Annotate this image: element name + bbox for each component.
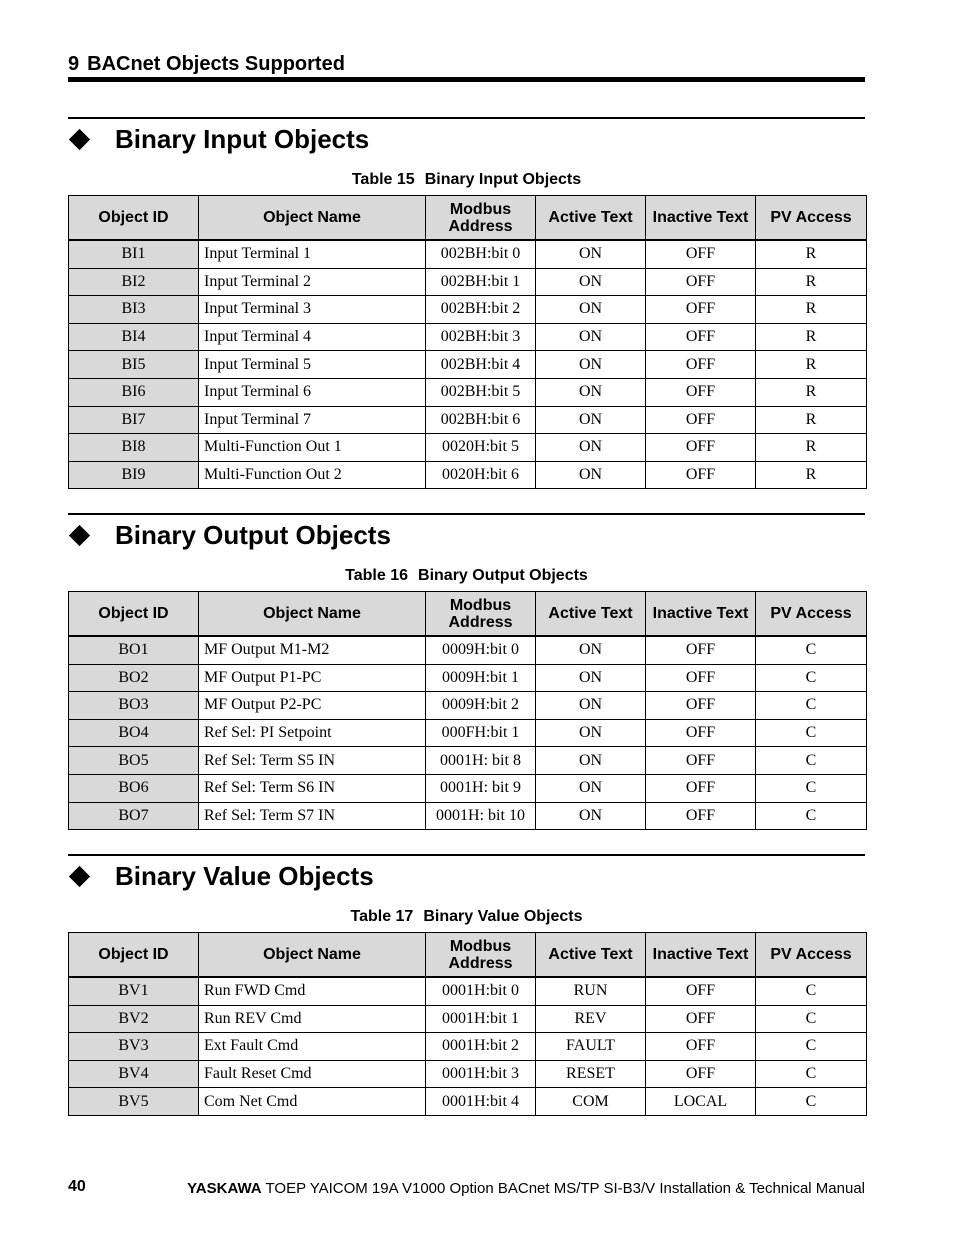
table-row (69, 1033, 867, 1061)
cell-object-name: MF Output P1-PC (199, 664, 426, 692)
cell-active-text: RESET (536, 1060, 646, 1088)
cell-modbus-address: 002BH:bit 1 (426, 268, 536, 296)
cell-object-name: MF Output P2-PC (199, 692, 426, 720)
cell-inactive-text: OFF (646, 323, 756, 351)
cell-pv-access: C (756, 774, 867, 802)
cell-pv-access: C (756, 719, 867, 747)
cell-pv-access: C (756, 1088, 867, 1116)
chapter-heading (68, 52, 865, 76)
cell-active-text: ON (536, 240, 646, 268)
column-header-object-name: Object Name (199, 933, 426, 978)
cell-object-name: Ref Sel: Term S5 IN (199, 747, 426, 775)
table-row (69, 1005, 867, 1033)
cell-pv-access: R (756, 323, 867, 351)
cell-pv-access: R (756, 434, 867, 462)
footer-manual-title (187, 1179, 865, 1199)
cell-modbus-address: 002BH:bit 2 (426, 296, 536, 324)
cell-object-id: BV2 (69, 1005, 199, 1033)
cell-object-id: BV4 (69, 1060, 199, 1088)
cell-inactive-text: OFF (646, 240, 756, 268)
cell-inactive-text: OFF (646, 664, 756, 692)
cell-modbus-address: 000FH:bit 1 (426, 719, 536, 747)
table-row (69, 747, 867, 775)
table-row (69, 774, 867, 802)
diamond-bullet-icon (69, 865, 90, 886)
cell-active-text: ON (536, 664, 646, 692)
column-header-pv-access: PV Access (756, 196, 867, 241)
cell-active-text: ON (536, 461, 646, 489)
table-row (69, 406, 867, 434)
cell-object-name: Fault Reset Cmd (199, 1060, 426, 1088)
cell-object-name: MF Output M1-M2 (199, 636, 426, 664)
table-caption (68, 170, 865, 190)
cell-modbus-address: 0001H: bit 8 (426, 747, 536, 775)
table-caption (68, 907, 865, 927)
cell-modbus-address: 002BH:bit 6 (426, 406, 536, 434)
cell-object-name: Input Terminal 5 (199, 351, 426, 379)
column-header-active-text: Active Text (536, 196, 646, 241)
cell-active-text: ON (536, 434, 646, 462)
cell-modbus-address: 002BH:bit 4 (426, 351, 536, 379)
column-header-inactive-text: Inactive Text (646, 592, 756, 637)
cell-inactive-text: OFF (646, 268, 756, 296)
cell-active-text: ON (536, 747, 646, 775)
cell-pv-access: C (756, 664, 867, 692)
column-header-active-text: Active Text (536, 592, 646, 637)
cell-object-id: BI2 (69, 268, 199, 296)
cell-modbus-address: 0001H:bit 1 (426, 1005, 536, 1033)
cell-active-text: ON (536, 296, 646, 324)
cell-object-name: Input Terminal 3 (199, 296, 426, 324)
cell-inactive-text: OFF (646, 406, 756, 434)
cell-inactive-text: OFF (646, 434, 756, 462)
cell-modbus-address: 002BH:bit 3 (426, 323, 536, 351)
page-number: 40 (68, 1178, 86, 1195)
cell-object-name: Multi-Function Out 2 (199, 461, 426, 489)
table-number: Table 15 (351, 171, 415, 188)
cell-object-name: Ref Sel: PI Setpoint (199, 719, 426, 747)
table-number: Table 16 (345, 567, 409, 584)
cell-pv-access: C (756, 802, 867, 830)
cell-object-name: Run FWD Cmd (199, 977, 426, 1005)
cell-pv-access: R (756, 378, 867, 406)
cell-inactive-text: OFF (646, 1005, 756, 1033)
column-header-active-text: Active Text (536, 933, 646, 978)
column-header-modbus-address: Modbus Address (426, 592, 536, 637)
column-header-pv-access: PV Access (756, 933, 867, 978)
cell-pv-access: R (756, 240, 867, 268)
column-header-object-id: Object ID (69, 933, 199, 978)
cell-pv-access: R (756, 406, 867, 434)
cell-modbus-address: 0001H:bit 0 (426, 977, 536, 1005)
cell-pv-access: C (756, 1060, 867, 1088)
cell-modbus-address: 002BH:bit 0 (426, 240, 536, 268)
cell-modbus-address: 0009H:bit 0 (426, 636, 536, 664)
cell-modbus-address: 0020H:bit 5 (426, 434, 536, 462)
table-row (69, 802, 867, 830)
cell-object-name: Ref Sel: Term S7 IN (199, 802, 426, 830)
cell-inactive-text: OFF (646, 719, 756, 747)
cell-inactive-text: OFF (646, 461, 756, 489)
column-header-inactive-text: Inactive Text (646, 933, 756, 978)
cell-object-id: BV3 (69, 1033, 199, 1061)
binary-input-table (68, 195, 867, 489)
cell-object-name: Multi-Function Out 1 (199, 434, 426, 462)
table-row (69, 378, 867, 406)
cell-inactive-text: OFF (646, 296, 756, 324)
cell-object-name: Com Net Cmd (199, 1088, 426, 1116)
section-title-text: Binary Value Objects (115, 861, 374, 891)
table-row (69, 719, 867, 747)
section-title-text: Binary Output Objects (115, 520, 391, 550)
cell-object-id: BO4 (69, 719, 199, 747)
footer-title-text: TOEP YAICOM 19A V1000 Option BACnet MS/TP SI-B3/V Installation & Technical Manual (265, 1180, 865, 1197)
cell-active-text: ON (536, 378, 646, 406)
cell-active-text: ON (536, 406, 646, 434)
cell-active-text: ON (536, 268, 646, 296)
cell-object-id: BI9 (69, 461, 199, 489)
cell-object-id: BI6 (69, 378, 199, 406)
cell-active-text: ON (536, 692, 646, 720)
cell-active-text: ON (536, 636, 646, 664)
chapter-rule (68, 77, 865, 82)
table-header-row (69, 196, 867, 241)
cell-active-text: FAULT (536, 1033, 646, 1061)
table-header-row (69, 592, 867, 637)
cell-object-id: BO6 (69, 774, 199, 802)
column-header-pv-access: PV Access (756, 592, 867, 637)
cell-pv-access: C (756, 1033, 867, 1061)
table-title: Binary Input Objects (424, 171, 582, 188)
cell-object-id: BO7 (69, 802, 199, 830)
table-row (69, 434, 867, 462)
cell-modbus-address: 0001H: bit 10 (426, 802, 536, 830)
column-header-object-name: Object Name (199, 196, 426, 241)
cell-pv-access: R (756, 461, 867, 489)
cell-object-id: BO5 (69, 747, 199, 775)
table-caption (68, 566, 865, 586)
cell-active-text: ON (536, 351, 646, 379)
cell-inactive-text: OFF (646, 1033, 756, 1061)
section-rule (68, 854, 865, 856)
cell-inactive-text: OFF (646, 351, 756, 379)
cell-modbus-address: 0020H:bit 6 (426, 461, 536, 489)
table-row (69, 268, 867, 296)
table-row (69, 1088, 867, 1116)
chapter-number: 9 (68, 53, 80, 75)
table-header-row (69, 933, 867, 978)
cell-inactive-text: OFF (646, 636, 756, 664)
table-row (69, 692, 867, 720)
section-title-binary-input (68, 124, 369, 154)
table-title: Binary Output Objects (418, 567, 588, 584)
diamond-bullet-icon (69, 524, 90, 545)
cell-inactive-text: OFF (646, 747, 756, 775)
cell-pv-access: C (756, 977, 867, 1005)
table-number: Table 17 (350, 908, 414, 925)
table-title: Binary Value Objects (423, 908, 583, 925)
cell-modbus-address: 0009H:bit 2 (426, 692, 536, 720)
cell-object-id: BO3 (69, 692, 199, 720)
section-title-binary-value (68, 861, 374, 891)
table-row (69, 636, 867, 664)
binary-output-table (68, 591, 867, 830)
column-header-object-name: Object Name (199, 592, 426, 637)
cell-object-name: Input Terminal 4 (199, 323, 426, 351)
table-row (69, 664, 867, 692)
cell-active-text: COM (536, 1088, 646, 1116)
section-rule (68, 117, 865, 119)
cell-pv-access: R (756, 351, 867, 379)
table-row (69, 977, 867, 1005)
cell-object-name: Ref Sel: Term S6 IN (199, 774, 426, 802)
section-rule (68, 513, 865, 515)
column-header-modbus-address: Modbus Address (426, 196, 536, 241)
table-row (69, 240, 867, 268)
cell-object-id: BV5 (69, 1088, 199, 1116)
cell-inactive-text: OFF (646, 977, 756, 1005)
cell-inactive-text: OFF (646, 692, 756, 720)
cell-active-text: RUN (536, 977, 646, 1005)
cell-pv-access: R (756, 268, 867, 296)
cell-pv-access: C (756, 747, 867, 775)
diamond-bullet-icon (69, 128, 90, 149)
column-header-object-id: Object ID (69, 592, 199, 637)
cell-object-name: Input Terminal 6 (199, 378, 426, 406)
section-title-binary-output (68, 520, 391, 550)
cell-pv-access: C (756, 1005, 867, 1033)
cell-object-id: BO1 (69, 636, 199, 664)
cell-object-id: BI8 (69, 434, 199, 462)
cell-object-id: BO2 (69, 664, 199, 692)
table-row (69, 351, 867, 379)
cell-object-id: BV1 (69, 977, 199, 1005)
cell-object-name: Ext Fault Cmd (199, 1033, 426, 1061)
cell-modbus-address: 0001H:bit 2 (426, 1033, 536, 1061)
cell-object-name: Input Terminal 7 (199, 406, 426, 434)
cell-pv-access: C (756, 692, 867, 720)
chapter-title: BACnet Objects Supported (87, 53, 345, 75)
cell-object-name: Input Terminal 2 (199, 268, 426, 296)
cell-pv-access: C (756, 636, 867, 664)
cell-active-text: ON (536, 802, 646, 830)
cell-modbus-address: 0009H:bit 1 (426, 664, 536, 692)
cell-modbus-address: 002BH:bit 5 (426, 378, 536, 406)
table-row (69, 296, 867, 324)
cell-object-name: Run REV Cmd (199, 1005, 426, 1033)
column-header-modbus-address: Modbus Address (426, 933, 536, 978)
cell-object-name: Input Terminal 1 (199, 240, 426, 268)
table-row (69, 1060, 867, 1088)
table-row (69, 323, 867, 351)
cell-inactive-text: OFF (646, 378, 756, 406)
column-header-inactive-text: Inactive Text (646, 196, 756, 241)
column-header-object-id: Object ID (69, 196, 199, 241)
cell-object-id: BI1 (69, 240, 199, 268)
cell-active-text: REV (536, 1005, 646, 1033)
cell-object-id: BI5 (69, 351, 199, 379)
cell-modbus-address: 0001H: bit 9 (426, 774, 536, 802)
cell-object-id: BI3 (69, 296, 199, 324)
section-title-text: Binary Input Objects (115, 124, 370, 154)
cell-inactive-text: OFF (646, 774, 756, 802)
cell-modbus-address: 0001H:bit 4 (426, 1088, 536, 1116)
cell-inactive-text: OFF (646, 802, 756, 830)
cell-inactive-text: OFF (646, 1060, 756, 1088)
cell-modbus-address: 0001H:bit 3 (426, 1060, 536, 1088)
cell-object-id: BI7 (69, 406, 199, 434)
cell-pv-access: R (756, 296, 867, 324)
cell-active-text: ON (536, 323, 646, 351)
binary-value-table (68, 932, 867, 1116)
cell-active-text: ON (536, 774, 646, 802)
footer-brand: YASKAWA (187, 1180, 262, 1197)
cell-object-id: BI4 (69, 323, 199, 351)
table-row (69, 461, 867, 489)
cell-inactive-text: LOCAL (646, 1088, 756, 1116)
cell-active-text: ON (536, 719, 646, 747)
